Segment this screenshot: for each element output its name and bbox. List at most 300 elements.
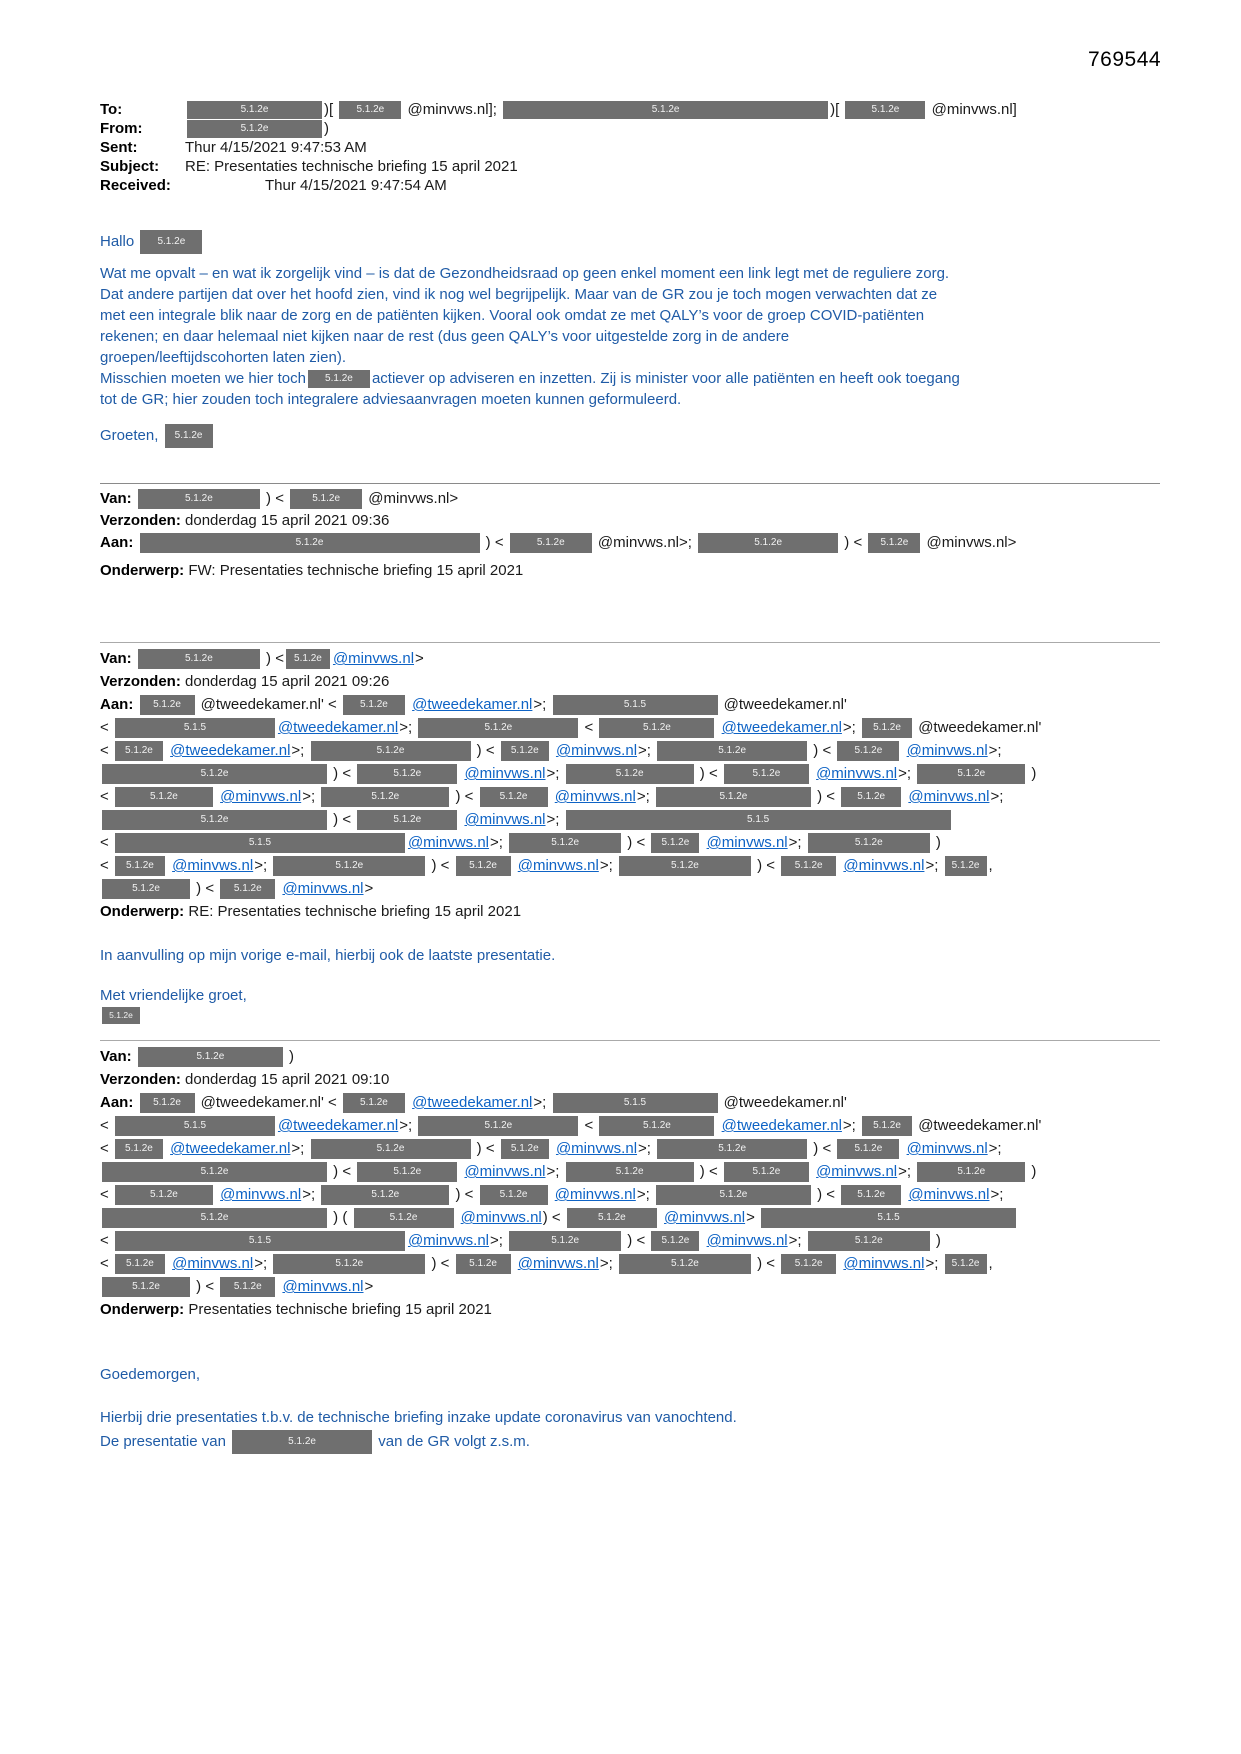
text-line [100,1045,1185,1068]
text-segment: actiever op adviseren en inzetten. Zij is minister voor alle patiënten en heeft ook toegang [371,370,960,387]
field-label: Aan: [100,696,138,713]
redaction-box: 5.1.2e [808,1231,930,1251]
redaction-box: 5.1.2e [510,533,592,553]
text-segment: < [100,719,113,736]
text-segment: ) [931,834,941,851]
text-segment: ) < [329,1163,356,1180]
text-segment: < [100,1186,113,1203]
text-segment: ) < [812,788,840,805]
redaction-box: 5.1.2e [724,1162,809,1182]
text-segment: @tweedekamer.nl' [914,719,1042,736]
email-address-link[interactable]: @tweedekamer.nl [170,742,291,759]
redaction-box: 5.1.2e [657,1139,807,1159]
redaction-box: 5.1.2e [102,1277,190,1297]
email-address-link[interactable]: @minvws.nl [706,1232,788,1249]
text-segment: Wat me opvalt – en wat ik zorgelijk vind – is dat de Gezondheidsraad op geen enkel moment een link legt met de reguliere zorg. [100,265,950,282]
field-label: Verzonden: [100,1071,186,1088]
text-segment: ) < [451,788,478,805]
document-number: 769544 [1088,48,1162,71]
field-label: Onderwerp: [100,1301,189,1318]
text-segment: < [100,742,113,759]
redaction-box: 5.1.2e [357,1162,457,1182]
text-line [100,326,1185,347]
email-address-link[interactable]: @minvws.nl [517,857,599,874]
email-header [100,100,1185,195]
text-line [100,1160,1185,1183]
text-line [100,1275,1185,1298]
redaction-box: 5.1.2e [273,1254,425,1274]
text-segment: >; [490,834,508,851]
text-segment: tot de GR; hier zouden toch integralere adviesaanvragen moeten kunnen geformuleerd. [100,391,682,408]
email-address-link[interactable]: @tweedekamer.nl [277,1117,399,1134]
text-segment: Groeten, [100,427,163,444]
redaction-box: 5.1.2e [837,741,899,761]
text-line [100,693,1185,716]
text-segment: @tweedekamer.nl' [719,696,847,713]
redaction-box: 5.1.2e [619,1254,751,1274]
text-segment: < [100,1232,113,1249]
redaction-box: 5.1.5 [553,695,718,715]
text-segment: >; [898,1163,916,1180]
text-segment: > [364,1278,374,1295]
redaction-box: 5.1.2e [343,1093,405,1113]
text-line [100,670,1185,693]
text-segment [716,1117,720,1134]
email-address-link[interactable]: @minvws.nl [908,788,990,805]
redaction-box: 5.1.2e [862,1116,912,1136]
text-segment: >; [533,696,551,713]
text-segment: van de GR volgt z.s.m. [374,1433,530,1450]
text-segment: Met vriendelijke groet, [100,987,247,1004]
redaction-box: 5.1.5 [115,1231,405,1251]
redaction-box: 5.1.2e [841,1185,901,1205]
text-segment: >; [636,788,654,805]
redaction-box: 5.1.2e [220,1277,275,1297]
text-segment: Hallo [100,233,139,250]
email-address-link[interactable]: @minvws.nl [220,788,302,805]
body-line [100,945,1185,966]
text-segment: ) < [840,534,867,551]
redaction-box: 5.1.2e [115,1139,163,1159]
email-address-link[interactable]: @minvws.nl [843,857,925,874]
redaction-box: 5.1.2e [308,370,370,388]
text-line [100,1206,1185,1229]
from-value [185,119,1185,138]
text-line [100,263,1185,284]
text-segment: >; [638,742,656,759]
redaction-box: 5.1.2e [509,833,621,853]
sent-value: Thur 4/15/2021 9:47:53 AM [185,139,367,156]
text-segment: >; [546,811,564,828]
text-line [100,854,1185,877]
field-label: Van: [100,1048,136,1065]
text-line [100,347,1185,368]
text-line [100,1137,1185,1160]
redaction-box: 5.1.2e [418,1116,578,1136]
greeting-line [100,229,1185,255]
field-label: Van: [100,490,136,507]
email-address-link[interactable]: @tweedekamer.nl [170,1140,291,1157]
redaction-box: 5.1.2e [599,718,714,738]
redaction-box: 5.1.2e [418,718,578,738]
email-address-link[interactable]: @minvws.nl [706,834,788,851]
redaction-box: 5.1.2e [945,856,987,876]
text-segment: ) < [329,765,356,782]
redaction-box: 5.1.2e [115,856,165,876]
text-line [100,785,1185,808]
text-segment: >; [636,1186,654,1203]
text-segment: ) < [192,880,219,897]
redaction-box: 5.1.2e [456,1254,511,1274]
email-address-link[interactable]: @minvws.nl [816,765,898,782]
text-segment: @minvws.nl]; [403,101,502,118]
text-segment: >; [990,788,1004,805]
text-segment: >; [254,1255,272,1272]
text-segment: < [100,834,113,851]
text-segment: donderdag 15 april 2021 09:10 [185,1071,390,1088]
text-segment: >; [788,834,806,851]
text-line [100,1068,1185,1091]
field-label: Verzonden: [100,512,186,529]
email-address-link[interactable]: @minvws.nl [282,880,364,897]
field-label: Onderwerp: [100,903,189,920]
text-segment: ) < [481,534,508,551]
text-segment: >; [291,742,309,759]
redaction-box: 5.1.2e [357,764,457,784]
redaction-box: 5.1.2e [657,741,807,761]
redaction-box: 5.1.2e [501,1139,549,1159]
text-segment: @minvws.nl>; [593,534,697,551]
text-line [100,716,1185,739]
text-segment: >; [788,1232,806,1249]
email-address-link[interactable]: @minvws.nl [464,1163,546,1180]
redaction-box: 5.1.2e [698,533,838,553]
email-address-link[interactable]: @minvws.nl [906,1140,988,1157]
subject-label: Subject: [100,158,160,175]
text-segment: FW: Presentaties technische briefing 15 april 2021 [188,562,524,579]
text-segment: ) < [427,857,454,874]
text-segment [901,1140,905,1157]
email-address-link[interactable]: @minvws.nl [816,1163,898,1180]
redaction-box: 5.1.2e [140,1093,195,1113]
redaction-box: 5.1.2e [656,1185,811,1205]
redaction-box: 5.1.2e [456,856,511,876]
text-segment: Goedemorgen, [100,1366,201,1383]
field-label: Onderwerp: [100,562,189,579]
subject-value: RE: Presentaties technische briefing 15 april 2021 [185,158,518,175]
text-segment: ) < [809,1140,836,1157]
text-segment: ) < [542,1209,565,1226]
email-address-link[interactable]: @minvws.nl [554,788,636,805]
text-segment: ) < [752,1255,780,1272]
divider [100,483,1160,484]
text-segment: < [100,1255,113,1272]
text-segment: donderdag 15 april 2021 09:36 [185,512,390,529]
redaction-box: 5.1.2e [102,1208,327,1228]
body-line [100,1406,1185,1430]
text-segment: >; [599,857,617,874]
text-segment: ) < [427,1255,454,1272]
redaction-box: 5.1.2e [781,856,836,876]
redaction-box: 5.1.2e [503,101,828,119]
text-segment: ) < [472,1140,499,1157]
spacer [100,966,1185,985]
redaction-box: 5.1.2e [509,1231,621,1251]
email-address-link[interactable]: @minvws.nl [906,742,988,759]
redaction-box: 5.1.2e [138,489,260,509]
text-segment: Dat andere partijen dat over het hoofd zien, vind ik nog wel begrijpelijk. Maar van de GR zou je toch mogen verwachten dat ze [100,286,938,303]
text-segment: @tweedekamer.nl' [719,1094,847,1111]
redaction-box: 5.1.5 [566,810,951,830]
field-label: Aan: [100,534,138,551]
redaction-box: 5.1.2e [480,1185,548,1205]
text-segment: > [746,1209,760,1226]
text-segment: ) < [329,811,356,828]
redaction-box: 5.1.5 [553,1093,718,1113]
email-address-link[interactable]: @minvws.nl [843,1255,925,1272]
email-address-link[interactable]: @minvws.nl [407,1232,490,1249]
redaction-box: 5.1.2e [339,101,401,119]
email-address-link[interactable]: @tweedekamer.nl [412,1094,533,1111]
text-segment: met een integrale blik naar de zorg en de patiënten kijken. Vooral ook omdat ze met QALY’s voor de groep COVID-patiënten [100,307,925,324]
to-value [185,100,1185,119]
redaction-box: 5.1.5 [115,1116,275,1136]
redaction-box: 5.1.2e [321,787,449,807]
text-segment: >; [302,1186,320,1203]
text-line [100,877,1185,900]
redaction-box: 5.1.2e [220,879,275,899]
redaction-box: 5.1.2e [480,787,548,807]
text-segment: ) < [192,1278,219,1295]
text-segment: RE: Presentaties technische briefing 15 april 2021 [188,903,522,920]
redaction-box: 5.1.2e [165,424,213,448]
email-address-link[interactable]: @minvws.nl [908,1186,990,1203]
text-line [100,305,1185,326]
redaction-box: 5.1.2e [724,764,809,784]
text-segment: rekenen; en daar helemaal niet kijken naar de rest (dus geen QALY’s voor uitgestelde zorg in de andere [100,328,790,345]
text-segment: >; [988,742,1002,759]
text-segment: >; [533,1094,551,1111]
text-segment: >; [291,1140,309,1157]
email-address-link[interactable]: @minvws.nl [172,857,254,874]
text-segment: , [988,1255,993,1272]
email-address-link[interactable]: @tweedekamer.nl [277,719,399,736]
quoted-header-0936 [100,488,1185,582]
text-segment: ) [284,1048,295,1065]
redaction-box: 5.1.2e [290,489,362,509]
field-label: Aan: [100,1094,138,1111]
text-segment: >; [399,1117,417,1134]
redaction-box: 5.1.2e [917,764,1025,784]
redaction-box: 5.1.2e [656,787,811,807]
text-segment: >; [546,765,564,782]
redaction-box: 5.1.2e [115,1254,165,1274]
signoff-line [100,423,1185,449]
text-line [100,510,1185,532]
text-line [100,1091,1185,1114]
text-segment: < [580,719,598,736]
email-address-link[interactable]: @minvws.nl [555,742,638,759]
text-segment: ) ( [329,1209,352,1226]
redaction-box: 5.1.2e [354,1208,454,1228]
text-segment: > [364,880,374,897]
redaction-box: 5.1.2e [115,787,213,807]
redaction-box: 5.1.2e [599,1116,714,1136]
text-segment: ) [1027,765,1037,782]
redaction-box: 5.1.2e [138,1047,283,1067]
redaction-box: 5.1.2e [140,230,202,254]
email-address-link[interactable]: @tweedekamer.nl [721,719,842,736]
text-segment: < [100,788,113,805]
email-address-link[interactable]: @minvws.nl [555,1140,638,1157]
text-segment: ) < [261,650,284,667]
text-segment: De presentatie van [100,1433,231,1450]
redaction-box: 5.1.2e [311,741,471,761]
email-address-link[interactable]: @minvws.nl [332,650,415,667]
text-line [100,739,1185,762]
text-segment: )[ [830,101,844,118]
quoted-header-0926 [100,647,1185,923]
text-segment: > [415,650,424,667]
text-segment: In aanvulling op mijn vorige e-mail, hierbij ook de laatste presentatie. [100,947,556,964]
email-address-link[interactable]: @minvws.nl [407,834,490,851]
text-segment: >; [302,788,320,805]
redaction-box: 5.1.2e [566,1162,694,1182]
redaction-box: 5.1.5 [761,1208,1016,1228]
email-address-link[interactable]: @tweedekamer.nl [721,1117,842,1134]
text-segment: ) < [812,1186,840,1203]
divider [100,1040,1160,1041]
text-segment: Presentaties technische briefing 15 april 2021 [188,1301,492,1318]
text-segment: ) < [809,742,836,759]
email-address-link[interactable]: @minvws.nl [517,1255,599,1272]
redaction-box: 5.1.2e [187,101,322,119]
text-line [100,532,1185,554]
redaction-box: 5.1.2e [945,1254,987,1274]
text-line [100,808,1185,831]
signature-redaction-line [100,1006,1185,1024]
redaction-box: 5.1.2e [862,718,912,738]
redaction-box: 5.1.2e [273,856,425,876]
text-segment: < [100,1117,113,1134]
email-address-link[interactable]: @minvws.nl [220,1186,302,1203]
text-line [100,1114,1185,1137]
text-segment: >; [490,1232,508,1249]
text-segment: groepen/leeftijdscohorten laten zien). [100,349,346,366]
sent-label: Sent: [100,139,138,156]
text-segment: Misschien moeten we hier toch [100,370,306,387]
from-label: From: [100,120,143,137]
redaction-box: 5.1.2e [115,741,163,761]
redaction-box: 5.1.2e [845,101,925,119]
redaction-box: 5.1.2e [140,533,480,553]
text-segment [716,719,720,736]
divider [100,642,1160,643]
redaction-box: 5.1.2e [651,1231,699,1251]
text-line [100,900,1185,923]
text-segment [701,834,705,851]
text-segment: >; [925,857,943,874]
field-label: Van: [100,650,136,667]
text-segment: >; [546,1163,564,1180]
text-line [100,368,1185,389]
text-segment: @tweedekamer.nl' < [196,1094,341,1111]
redaction-box: 5.1.2e [917,1162,1025,1182]
email-address-link[interactable]: @minvws.nl [282,1278,364,1295]
redaction-box: 5.1.2e [651,833,699,853]
quoted-message-body [100,945,1185,1024]
message-body [100,263,1185,410]
redaction-box: 5.1.2e [140,695,195,715]
body-line [100,985,1185,1006]
text-segment: @tweedekamer.nl' < [196,696,341,713]
text-segment: ) < [695,1163,722,1180]
redaction-box: 5.1.2e [567,1208,657,1228]
redaction-box: 5.1.2e [102,879,190,899]
text-segment: ) < [623,1232,650,1249]
received-value: Thur 4/15/2021 9:47:54 AM [265,177,447,194]
redaction-box: 5.1.2e [286,649,330,669]
spacer [100,1387,1185,1406]
text-segment: @tweedekamer.nl' [914,1117,1042,1134]
redaction-box: 5.1.2e [321,1185,449,1205]
redaction-box: 5.1.2e [357,810,457,830]
text-segment: ) [931,1232,941,1249]
text-segment: Hierbij drie presentaties t.b.v. de technische briefing inzake update coronavirus van vanochtend. [100,1409,737,1426]
original-message-body [100,1363,1185,1454]
email-address-link[interactable]: @minvws.nl [554,1186,636,1203]
redaction-box: 5.1.2e [808,833,930,853]
redaction-box: 5.1.2e [138,649,260,669]
text-segment: >; [842,719,861,736]
text-segment: >; [638,1140,656,1157]
redaction-box: 5.1.2e [501,741,549,761]
email-address-link[interactable]: @minvws.nl [464,811,546,828]
text-segment: >; [990,1186,1004,1203]
redaction-box: 5.1.2e [343,695,405,715]
redaction-box: 5.1.2e [102,1162,327,1182]
email-address-link[interactable]: @minvws.nl [664,1209,746,1226]
redaction-box: 5.1.2e [232,1430,372,1454]
redaction-box: 5.1.2e [837,1139,899,1159]
text-segment: ) [324,120,329,137]
email-address-link[interactable]: @minvws.nl [464,765,546,782]
email-address-link[interactable]: @minvws.nl [460,1209,542,1226]
text-segment: ) < [695,765,722,782]
redaction-box: 5.1.5 [115,833,405,853]
text-line [100,1252,1185,1275]
text-segment: ) < [472,742,499,759]
email-address-link[interactable]: @minvws.nl [172,1255,254,1272]
text-line [100,1229,1185,1252]
to-label: To: [100,101,123,118]
redaction-box: 5.1.2e [841,787,901,807]
redaction-box: 5.1.2e [115,1185,213,1205]
redaction-box: 5.1.2e [781,1254,836,1274]
text-segment: ) < [261,490,289,507]
text-segment: >; [599,1255,617,1272]
text-segment: ) < [752,857,780,874]
text-segment: @minvws.nl] [927,101,1017,118]
body-line [100,1430,1185,1454]
text-segment: @minvws.nl> [364,490,459,507]
text-line [100,831,1185,854]
email-address-link[interactable]: @tweedekamer.nl [412,696,533,713]
text-line [100,1298,1185,1321]
quoted-header-0910 [100,1045,1185,1321]
text-segment: >; [898,765,916,782]
text-segment [901,742,905,759]
